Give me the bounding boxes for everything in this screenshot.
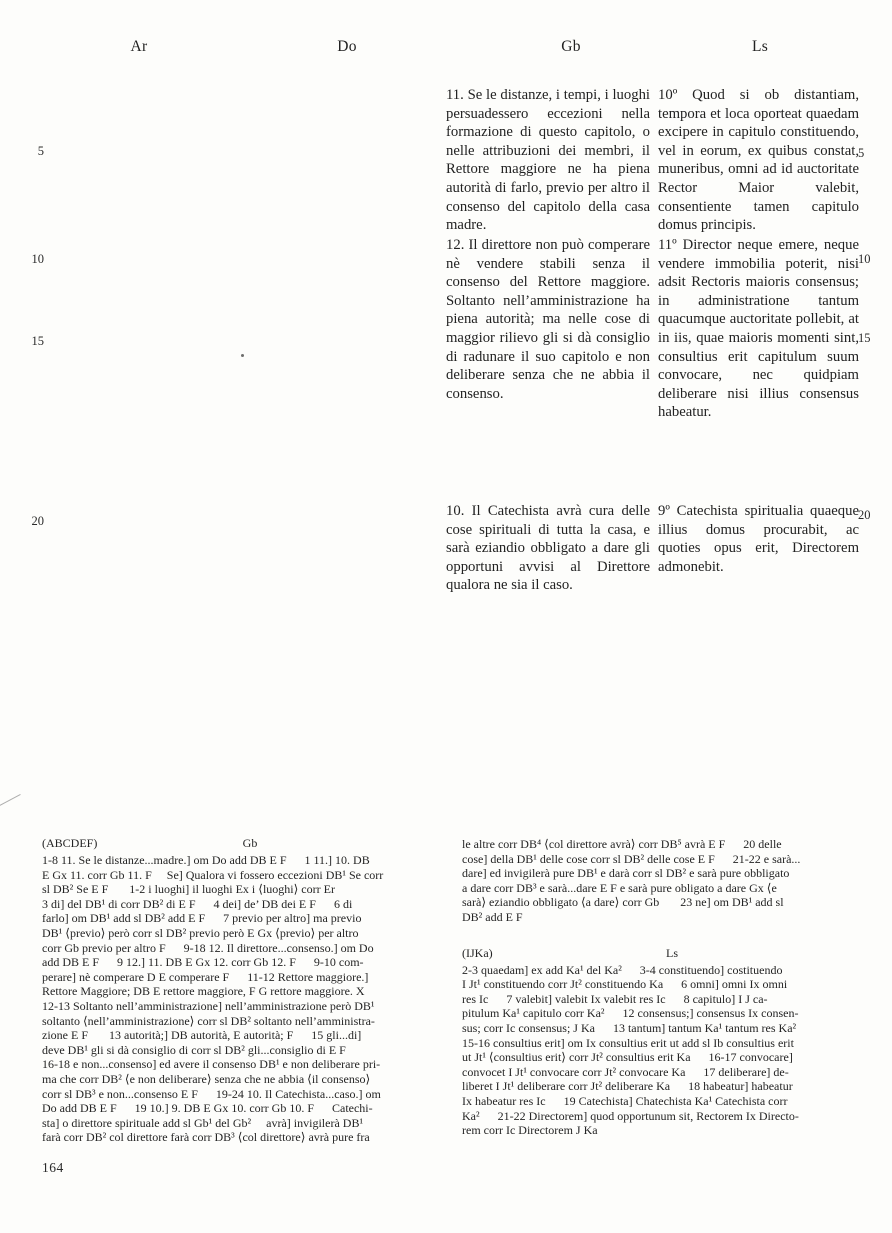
apparatus-line: DB¹ ⟨previo⟩ però corr sl DB² previo però E Gx ⟨previo⟩ per altro [42, 925, 359, 940]
paragraph-ls-9: 9º Catechista spiritualia quaeque illius domus procurabit, ac quoties opus erit, Directorem admonebit. [658, 503, 859, 575]
paragraph-gb-12: 12. Il direttore non può comperare nè vendere stabili senza il consenso del Rettore maggiore. Soltanto nell’amministrazione ha piena autorità; ma nelle cose di maggior rilievo gli si dà consiglio di radunare il suo capitolo e non deliberare senza che ne abbia il consenso. [446, 237, 650, 402]
apparatus-line: sta] o direttore spirituale add sl Gb¹ del Gb² avrà] invigilerà DB¹ [42, 1115, 364, 1130]
apparatus-line: perare] nè comperare D E comperare F 11-12 Rettore maggiore.] [42, 969, 369, 984]
apparatus-line: Rettore Maggiore; DB E rettore maggiore, F G rettore maggiore. X [42, 984, 365, 999]
column-header-ar: Ar [130, 38, 148, 55]
paragraph-ls-11: 11º Director neque emere, neque vendere immobilia poterit, nisi adsit Rectoris maioris consensus; in administratione tantum quacumque auctoritate pollebit, at in iis, quae maioris momenti sint, consultius erit capitulum suum convocare, nec quidpiam deliberare nisi illius consensus habeatur. [658, 237, 859, 421]
line-number-right-5: 5 [858, 146, 865, 160]
apparatus-line: a dare corr DB³ e sarà...dare E F e sarà pure obligato a dare Gx ⟨e [462, 880, 777, 895]
apparatus-line: ma che corr DB² ⟨e non deliberare⟩ senza che ne abbia ⟨il consenso⟩ [42, 1071, 371, 1086]
apparatus-line: liberet I Jt¹ deliberare corr Jt² deliberare Ka 18 habeatur] habeatur [462, 1079, 793, 1094]
apparatus-line: pitulum Ka¹ capitulo corr Ka² 12 consensus;] consensus Ix consen- [462, 1006, 799, 1021]
apparatus-line: res Ic 7 valebit] valebit Ix valebit res Ic 8 capitulo] I J ca- [462, 991, 768, 1006]
apparatus-right-column [462, 837, 882, 1138]
apparatus-line: Do add DB E F 19 10.] 9. DB E Gx 10. corr Gb 10. F Catechi- [42, 1101, 373, 1116]
scratch-artifact [0, 794, 21, 807]
line-number-left-10: 10 [31, 252, 44, 266]
column-header-gb: Gb [561, 38, 581, 55]
apparatus-line: farlo] om DB¹ add sl DB² add E F 7 previo per altro] ma previo [42, 911, 362, 926]
line-number-left-20: 20 [31, 514, 44, 528]
apparatus-gb-header [42, 836, 458, 851]
line-number-right-20: 20 [858, 508, 871, 522]
line-number-left-5: 5 [37, 144, 44, 158]
apparatus-line: 15-16 consultius erit] om Ix consultius erit ut add sl Ib consultius erit [462, 1035, 794, 1050]
ink-dot-artifact [241, 354, 244, 357]
apparatus-line: 2-3 quaedam] ex add Ka¹ del Ka² 3-4 constituendo] costituendo [462, 962, 783, 977]
apparatus-line: 1-8 11. Se le distanze...madre.] om Do add DB E F 1 11.] 10. DB [42, 853, 370, 867]
apparatus-line: corr Gb previo per altro F 9-18 12. Il direttore...consenso.] om Do [42, 940, 374, 955]
apparatus-line: E Gx 11. corr Gb 11. F Se] Qualora vi fossero eccezioni DB¹ Se corr [42, 867, 384, 882]
apparatus-line: deve DB¹ gli si dà consiglio di corr sl DB² gli...consiglio di E F [42, 1042, 346, 1057]
apparatus-ls-sigla: (IJKa) [462, 945, 493, 960]
apparatus-ls-header [462, 946, 882, 961]
apparatus-line: corr sl DB³ e non...consenso E F 19-24 10. Il Catechista...caso.] om [42, 1086, 381, 1101]
apparatus-line: DB² add E F [462, 909, 523, 924]
apparatus-line: cose] della DB¹ delle cose corr sl DB² delle cose E F 21-22 e sarà... [462, 851, 801, 866]
line-number-left-15: 15 [31, 334, 44, 348]
apparatus-gb-witness: Gb [242, 836, 258, 850]
apparatus-line: le altre corr DB⁴ ⟨col direttore avrà⟩ corr DB⁵ avrà E F 20 delle [462, 837, 782, 851]
apparatus-line: soltanto ⟨nell’amministrazione⟩ corr sl DB² soltanto nell’amministra- [42, 1013, 375, 1028]
paragraph-gb-10: 10. Il Catechista avrà cura delle cose spirituali di tutta la casa, e sarà eziandio obbligato a dare gli opportuni avvisi al Direttore qualora ne sia il caso. [446, 503, 650, 594]
apparatus-line: 12-13 Soltanto nell’amministrazione] nell’amministrazione però DB¹ [42, 998, 375, 1013]
apparatus-line: rem corr Ic Directorem J Ka [462, 1123, 598, 1138]
column-header-do: Do [337, 38, 357, 55]
apparatus-line: 16-18 e non...consenso] ed avere il consenso DB¹ e non deliberare pri- [42, 1057, 381, 1072]
paragraph-ls-10: 10º Quod si ob distantiam, tempora et loca oporteat quaedam excipere in capitulo constituendo, vel in eorum, ex quibus constat, muneribus, omni ad id auctoritate Rector Maior valebit, consentiente tamen capitulo domus principis. [658, 87, 859, 234]
apparatus-line: sl DB² Se E F 1-2 i luoghi] il luoghi Ex i ⟨luoghi⟩ corr Er [42, 882, 335, 897]
apparatus-line: ut Jt¹ ⟨consultius erit⟩ corr Jt² consultius erit Ka 16-17 convocare] [462, 1050, 793, 1065]
apparatus-line: sus; corr Ic consensus; J Ka 13 tantum] tantum Ka¹ tantum res Ka² [462, 1020, 797, 1035]
apparatus-spacer [462, 925, 882, 946]
apparatus-line: Ka² 21-22 Directorem] quod opportunum sit, Rectorem Ix Directo- [462, 1108, 799, 1123]
apparatus-ls-witness: Ls [666, 945, 678, 960]
apparatus-line: farà corr DB² col direttore farà corr DB³ ⟨col direttore⟩ avrà pure fra [42, 1130, 370, 1145]
apparatus-line: Ix habeatur res Ic 19 Catechista] Chatechista Ka¹ Catechista corr [462, 1093, 788, 1108]
line-number-right-10: 10 [858, 252, 871, 266]
apparatus-line: 3 di] del DB¹ di corr DB² di E F 4 dei] de’ DB dei E F 6 di [42, 896, 353, 911]
apparatus-line: convocet I Jt¹ convocare corr Jt² convocare Ka 17 deliberare] de- [462, 1064, 789, 1079]
apparatus-line: I Jt¹ constituendo corr Jt² constituendo Ka 6 omni] omni Ix omni [462, 977, 788, 992]
apparatus-line: zione E F 13 autorità;] DB autorità, E autorità; F 15 gli...di] [42, 1028, 362, 1043]
paragraph-gb-11: 11. Se le distanze, i tempi, i luoghi persuadessero eccezioni nella formazione di questo capitolo, o nelle attribuzioni dei membri, il Rettore maggiore ne ha piena autorità di farlo, previo per altro il consenso del capitolo della casa madre. [446, 87, 650, 234]
apparatus-line: dare] ed invigilerà pure DB¹ e darà corr sl DB² e sarà pure obbligato [462, 866, 790, 881]
apparatus-gb-sigla: (ABCDEF) [42, 836, 98, 850]
apparatus-line: sarà⟩ eziandio obbligato ⟨a dare⟩ corr Gb 23 ne] om DB¹ add sl [462, 895, 784, 910]
line-number-right-15: 15 [858, 331, 871, 345]
apparatus-line: add DB E F 9 12.] 11. DB E Gx 12. corr Gb 12. F 9-10 com- [42, 955, 364, 970]
page-number: 164 [42, 1160, 64, 1175]
column-header-ls: Ls [751, 38, 769, 55]
apparatus-gb-block [42, 836, 458, 1145]
